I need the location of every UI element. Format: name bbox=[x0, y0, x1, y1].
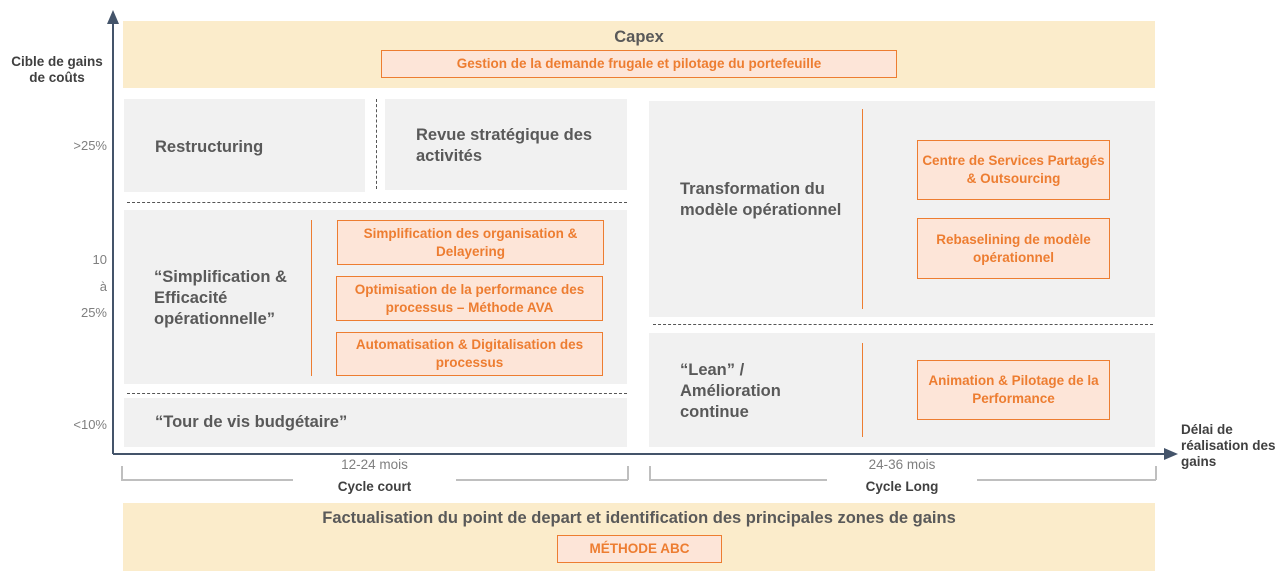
long-cycle-bracket-left bbox=[649, 479, 827, 481]
y-level-mid-top: 10 bbox=[92, 252, 107, 267]
short-cycle-label: Cycle court bbox=[337, 479, 412, 494]
tour-label: “Tour de vis budgétaire” bbox=[155, 413, 348, 431]
simplification-item-2: Optimisation de la performance des processus – Méthode AVA bbox=[336, 276, 603, 321]
long-cycle-duration: 24-36 mois bbox=[868, 457, 936, 472]
y-axis-arrowhead bbox=[107, 10, 119, 24]
lean-separator bbox=[862, 343, 863, 437]
short-cycle-tick-left bbox=[121, 466, 123, 480]
y-level-high: >25% bbox=[73, 138, 107, 153]
transformation-item-1: Centre de Services Partagés & Outsourcing bbox=[917, 140, 1110, 200]
x-axis-title: Délai de réalisation des gains bbox=[1181, 422, 1276, 469]
long-cycle-tick-left bbox=[649, 466, 651, 480]
lean-item-1: Animation & Pilotage de la Performance bbox=[917, 360, 1110, 420]
short-cycle-bracket-left bbox=[121, 479, 293, 481]
short-cycle-duration: 12-24 mois bbox=[341, 457, 408, 472]
lean-title: “Lean” / Amélioration continue bbox=[680, 361, 781, 421]
long-cycle-bracket-right bbox=[977, 479, 1156, 481]
long-cycle-tick-right bbox=[1155, 466, 1157, 480]
y-axis-title: Cible de gains de coûts bbox=[11, 54, 103, 85]
transformation-title: Transformation du modèle opérationnel bbox=[680, 180, 842, 219]
short-cycle-bracket-right bbox=[456, 479, 628, 481]
simplification-title: “Simplification & Efficacité opérationnelle” bbox=[154, 268, 287, 328]
divider-short-2 bbox=[127, 393, 627, 394]
x-axis-arrowhead bbox=[1164, 448, 1178, 460]
transformation-item-2: Rebaselining de modèle opérationnel bbox=[917, 218, 1110, 279]
simplification-separator bbox=[311, 220, 312, 376]
transformation-separator bbox=[862, 109, 863, 309]
foundation-box: MÉTHODE ABC bbox=[557, 535, 722, 563]
divider-short-1 bbox=[127, 202, 627, 203]
divider-long-1 bbox=[653, 324, 1153, 325]
foundation-title: Factualisation du point de depart et identification des principales zones de gains bbox=[322, 509, 956, 527]
y-level-mid-bottom: 25% bbox=[80, 305, 107, 320]
y-level-low: <10% bbox=[73, 417, 107, 432]
restructuring-label: Restructuring bbox=[155, 138, 264, 156]
long-cycle-label: Cycle Long bbox=[865, 479, 939, 494]
capex-title: Capex bbox=[614, 28, 664, 46]
restructuring-divider bbox=[376, 99, 377, 189]
short-cycle-tick-right bbox=[627, 466, 629, 480]
revue-label: Revue stratégique des activités bbox=[416, 126, 593, 165]
y-level-mid-a: à bbox=[99, 279, 107, 294]
capex-box: Gestion de la demande frugale et pilotage du portefeuille bbox=[381, 50, 897, 78]
simplification-item-3: Automatisation & Digitalisation des processus bbox=[336, 332, 603, 376]
simplification-item-1: Simplification des organisation & Delayering bbox=[337, 220, 604, 265]
